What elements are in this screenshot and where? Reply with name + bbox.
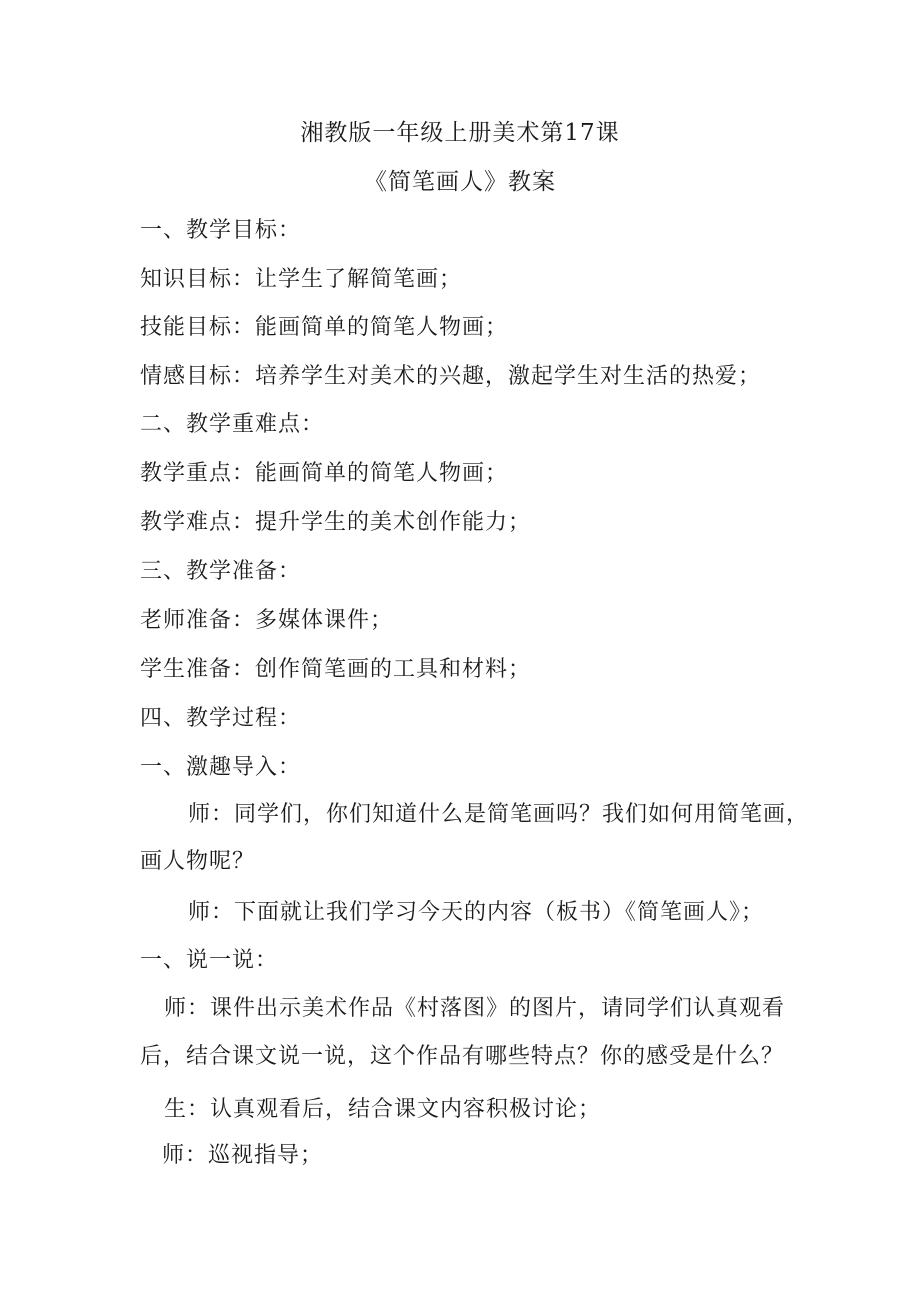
document-title: 湘教版一年级上册美术第17课 [300, 120, 620, 146]
emotion-objective: 情感目标：培养学生对美术的兴趣，激起学生对生活的热爱； [140, 364, 762, 389]
subsection-heading-discussion: 一、说一说： [140, 948, 279, 973]
paragraph-line: 后，结合课文说一说，这个作品有哪些特点？你的感受是什么？ [140, 1044, 785, 1069]
paragraph-line: 师：巡视指导； [162, 1143, 324, 1168]
paragraph-line: 师：课件出示美术作品《村落图》的图片，请同学们认真观看 [164, 996, 786, 1021]
difficult-point: 教学难点：提升学生的美术创作能力； [140, 510, 532, 535]
knowledge-objective: 知识目标：让学生了解简笔画； [140, 267, 463, 292]
paragraph-line: 生：认真观看后，结合课文内容积极讨论； [164, 1097, 602, 1122]
section-heading-process: 四、教学过程： [140, 706, 302, 731]
key-point: 教学重点：能画简单的简笔人物画； [140, 461, 509, 486]
paragraph-line: 师：下面就让我们学习今天的内容（板书）《简笔画人》； [188, 900, 765, 925]
skill-objective: 技能目标：能画简单的简笔人物画； [140, 315, 509, 340]
student-preparation: 学生准备：创作简笔画的工具和材料； [140, 657, 532, 682]
section-heading-objectives: 一、教学目标： [140, 218, 302, 243]
section-heading-preparation: 三、教学准备： [140, 559, 302, 584]
teacher-preparation: 老师准备：多媒体课件； [140, 608, 394, 633]
paragraph-line: 师：同学们，你们知道什么是简笔画吗？我们如何用简笔画， [188, 802, 810, 827]
section-heading-key-points: 二、教学重难点： [140, 412, 325, 437]
paragraph-line: 画人物呢？ [140, 849, 256, 874]
document-subtitle: 《简笔画人》教案 [364, 169, 556, 195]
subsection-heading-intro: 一、激趣导入： [140, 755, 302, 780]
